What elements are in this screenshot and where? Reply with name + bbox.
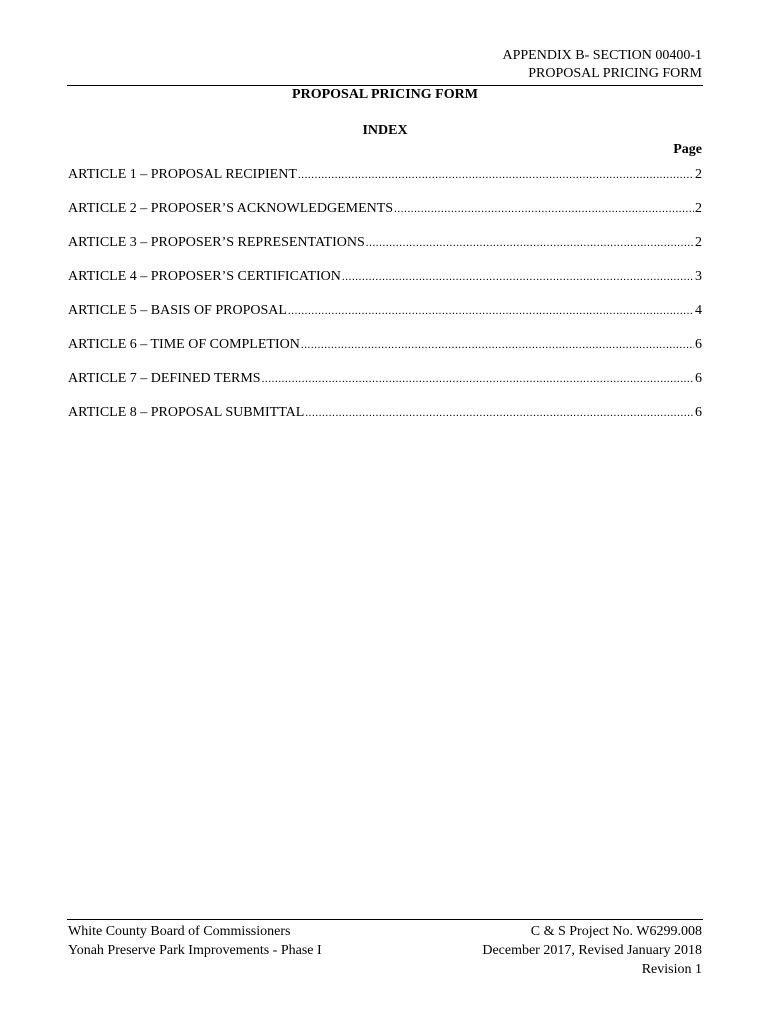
toc-entry-page: 2: [695, 235, 702, 250]
header-form-line: PROPOSAL PRICING FORM: [528, 66, 702, 81]
toc-entry-label: ARTICLE 4 – PROPOSER’S CERTIFICATION: [68, 269, 341, 284]
toc-entry-label: ARTICLE 5 – BASIS OF PROPOSAL: [68, 303, 287, 318]
page-header: [503, 47, 703, 83]
header-section-line: APPENDIX B- SECTION 00400-1: [502, 48, 702, 63]
toc-entry-page: 6: [695, 337, 702, 352]
footer-client: White County Board of Commissioners: [68, 924, 291, 939]
dot-leader: [288, 302, 694, 320]
toc-entry-article-1[interactable]: [68, 166, 702, 200]
toc-entry-page: 4: [695, 303, 702, 318]
document-title: PROPOSAL PRICING FORM: [292, 87, 478, 102]
footer-divider: [67, 919, 703, 920]
dot-leader: [262, 370, 694, 388]
toc-entry-label: ARTICLE 3 – PROPOSER’S REPRESENTATIONS: [68, 235, 365, 250]
toc-entry-label: ARTICLE 6 – TIME OF COMPLETION: [68, 337, 300, 352]
toc-entry-page: 6: [695, 405, 702, 420]
toc-entry-label: ARTICLE 2 – PROPOSER’S ACKNOWLEDGEMENTS: [68, 201, 394, 216]
footer-left: [68, 922, 322, 960]
footer-project-number: C & S Project No. W6299.008: [530, 924, 702, 939]
toc-entry-article-5[interactable]: [68, 302, 702, 336]
toc-entry-page: 2: [695, 167, 702, 182]
toc-entry-page: 6: [695, 371, 702, 386]
footer-date: December 2017, Revised January 2018: [482, 943, 702, 958]
toc-entry-label: ARTICLE 8 – PROPOSAL SUBMITTAL: [68, 405, 305, 420]
dot-leader: [298, 166, 694, 184]
footer-project-name: Yonah Preserve Park Improvements - Phase I: [68, 943, 322, 958]
toc-entry-label: ARTICLE 1 – PROPOSAL RECIPIENT: [68, 167, 297, 182]
dot-leader: [394, 200, 694, 218]
toc-entry-label: ARTICLE 7 – DEFINED TERMS: [68, 371, 261, 386]
toc-entry-article-3[interactable]: [68, 234, 702, 268]
toc-entry-article-2[interactable]: [68, 200, 702, 234]
toc-entry-page: 3: [695, 269, 702, 284]
footer-revision: Revision 1: [641, 962, 702, 977]
dot-leader: [366, 234, 694, 252]
footer-right: [482, 922, 702, 979]
page-column-label: Page: [673, 142, 702, 157]
toc-entry-article-7[interactable]: [68, 370, 702, 404]
dot-leader: [342, 268, 694, 286]
index-heading: INDEX: [362, 123, 408, 138]
toc-entry-article-6[interactable]: [68, 336, 702, 370]
toc-entry-page: 2: [695, 201, 702, 216]
dot-leader: [305, 404, 694, 422]
table-of-contents: [68, 166, 702, 438]
dot-leader: [301, 336, 694, 354]
toc-entry-article-4[interactable]: [68, 268, 702, 302]
toc-entry-article-8[interactable]: [68, 404, 702, 438]
